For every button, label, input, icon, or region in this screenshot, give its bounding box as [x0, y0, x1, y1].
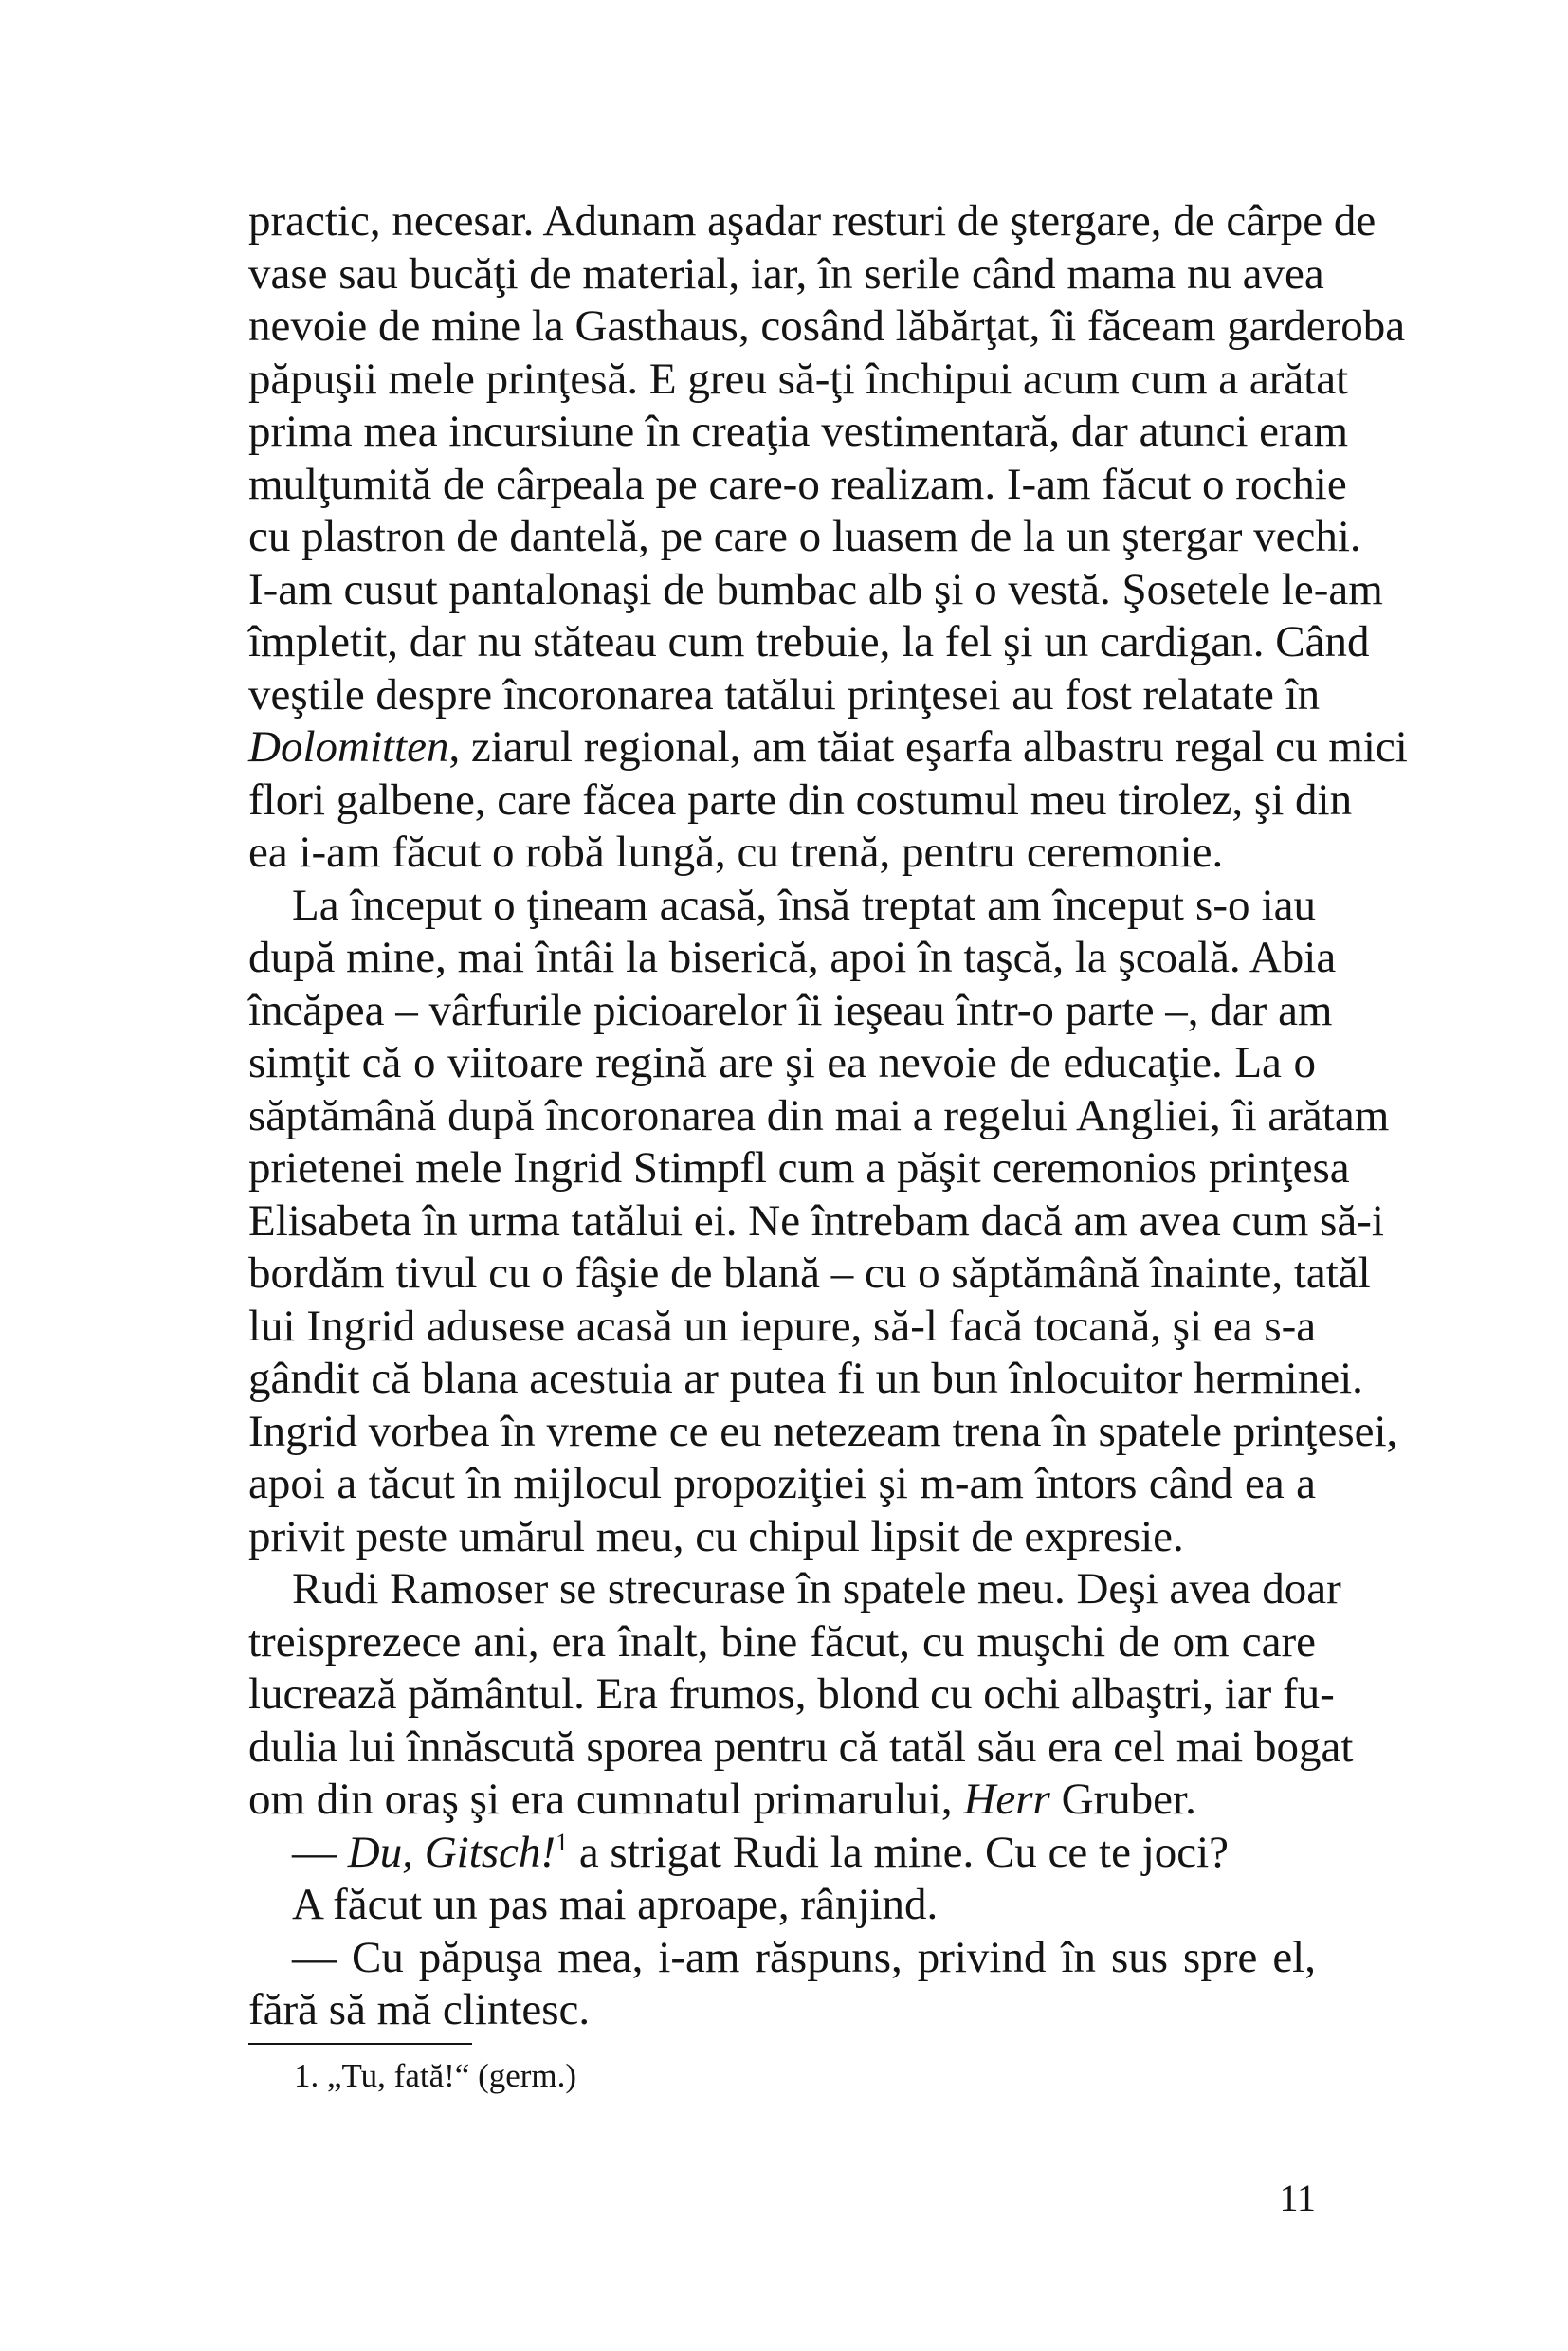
text-line: păpuşii mele prinţesă. E greu să-ţi închipui acum cum a arătat — [248, 354, 1349, 404]
newspaper-title: Dolomitten — [248, 722, 449, 772]
text-line: gândit că blana acestuia ar putea fi un bun înlocuitor herminei. — [248, 1354, 1363, 1403]
text-line: apoi a tăcut în mijlocul propoziţiei şi m-am întors când ea a — [248, 1459, 1316, 1508]
text-line: — Cu păpuşa mea, i-am răspuns, privind în sus spre el, — [292, 1932, 1316, 1982]
text-line: simţit că o viitoare regină are şi ea nevoie de educaţie. La o — [248, 1038, 1316, 1087]
page-number: 11 — [1279, 2177, 1316, 2219]
text-line — [248, 1774, 1316, 1827]
text-line: practic, necesar. Adunam aşadar resturi de ştergare, de cârpe de — [248, 196, 1377, 246]
text-line: prima mea incursiune în creaţia vestimentară, dar atunci eram — [248, 407, 1349, 456]
body-text — [248, 195, 1408, 2037]
text-line: bordăm tivul cu o fâşie de blană – cu o săptămână înainte, tatăl — [248, 1248, 1371, 1298]
german-honorific: Herr — [963, 1775, 1050, 1824]
text-line: A făcut un pas mai aproape, rânjind. — [292, 1880, 939, 1929]
footnote-separator — [248, 2043, 472, 2045]
text-line: după mine, mai întâi la biserică, apoi în taşcă, la şcoală. Abia — [248, 933, 1337, 982]
text-fragment: Gruber. — [1049, 1775, 1196, 1824]
text-fragment: a strigat Rudi la mine. Cu ce te joci? — [568, 1827, 1230, 1877]
text-line: La început o ţineam acasă, însă treptat am început s-o iau — [292, 880, 1316, 930]
footnote — [294, 2055, 576, 2097]
footnote-text: „Tu, fată!“ (germ.) — [327, 2057, 577, 2094]
dialogue-dash: — — [292, 1827, 348, 1877]
text-line: lucrează pământul. Era frumos, blond cu ochi albaştri, iar fu- — [248, 1669, 1335, 1719]
text-line: Elisabeta în urma tatălui ei. Ne întrebam dacă am avea cum să-i — [248, 1195, 1384, 1246]
text-line: cu plastron de dantelă, pe care o luasem de la un ştergar vechi. — [248, 512, 1361, 561]
footnote-number: 1. — [294, 2057, 319, 2094]
text-line: nevoie de mine la Gasthaus, cosând lăbărţat, îi făceam garderoba — [248, 301, 1406, 351]
text-line: I-am cusut pantalonaşi de bumbac alb şi o vestă. Şosetele le-am — [248, 564, 1383, 614]
german-phrase: Du, Gitsch! — [347, 1827, 556, 1877]
text-line: treisprezece ani, era înalt, bine făcut, cu muşchi de om care — [248, 1616, 1316, 1667]
text-line: Ingrid vorbea în vreme ce eu netezeam trena în spatele prinţesei, — [248, 1406, 1398, 1456]
text-line: lui Ingrid adusese acasă un iepure, să-l facă tocană, şi ea s-a — [248, 1301, 1317, 1351]
text-line: prietenei mele Ingrid Stimpfl cum a păşit ceremonios prinţesa — [248, 1143, 1350, 1193]
text-line — [248, 1827, 1316, 1880]
text-line: ea i-am făcut o robă lungă, cu trenă, pentru ceremonie. — [248, 828, 1224, 877]
text-line: mulţumită de cârpeala pe care-o realizam. I-am făcut o rochie — [248, 459, 1347, 509]
text-fragment: , ziarul regional, am tăiat eşarfa albastru regal cu mici — [448, 722, 1408, 772]
text-line: Rudi Ramoser se strecurase în spatele meu. Deşi avea doar — [292, 1564, 1341, 1613]
text-line: flori galbene, care făcea parte din costumul meu tirolez, şi din — [248, 775, 1353, 825]
text-line: săptămână după încoronarea din mai a regelui Angliei, îi arătam — [248, 1090, 1390, 1140]
footnote-reference[interactable]: 1 — [556, 1828, 569, 1856]
text-line: privit peste umărul meu, cu chipul lipsit de expresie. — [248, 1511, 1184, 1561]
text-line: împletit, dar nu stăteau cum trebuie, la fel şi un cardigan. Când — [248, 617, 1370, 666]
text-line — [248, 721, 1408, 775]
text-fragment: om din oraş şi era cumnatul primarului, — [248, 1775, 964, 1824]
text-line: dulia lui înnăscută sporea pentru că tatăl său era cel mai bogat — [248, 1722, 1354, 1772]
text-line: fără să mă clintesc. — [248, 1985, 591, 2034]
text-line: veştile despre încoronarea tatălui prinţesei au fost relatate în — [248, 669, 1321, 720]
text-line: încăpea – vârfurile picioarelor îi ieşeau într-o parte –, dar am — [248, 985, 1333, 1035]
text-line: vase sau bucăţi de material, iar, în serile când mama nu avea — [248, 248, 1324, 299]
